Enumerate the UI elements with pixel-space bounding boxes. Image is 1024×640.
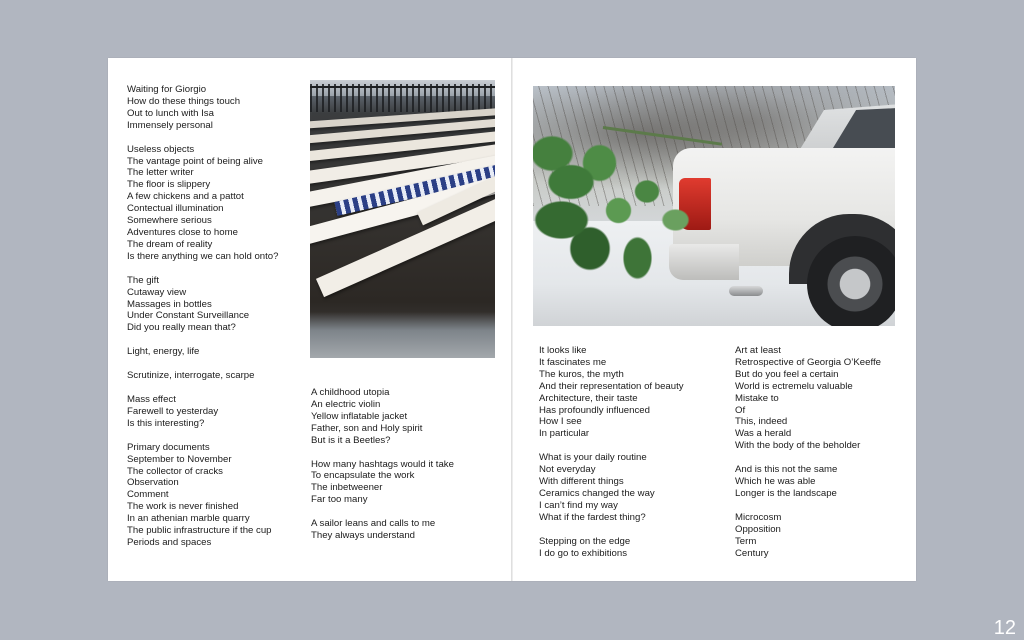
poem-line: The work is never finished — [127, 501, 239, 513]
poem-line: To encapsulate the work — [311, 470, 415, 482]
poem-line: Under Constant Surveillance — [127, 310, 250, 322]
poem-line: Comment — [127, 489, 169, 501]
poem-line: In an athenian marble quarry — [127, 513, 250, 525]
poem-line: Waiting for Giorgio — [127, 84, 207, 95]
poem-line: Not everyday — [539, 464, 596, 476]
photo-snow-ground — [310, 312, 495, 358]
poem-line: The letter writer — [127, 167, 194, 179]
poem-line: Century — [735, 547, 769, 559]
poem-line: A sailor leans and calls to me — [311, 518, 436, 530]
poem-line: The inbetweener — [311, 482, 383, 494]
poem-stanza — [127, 394, 278, 430]
poem-stanza — [127, 144, 278, 263]
poem-line: Primary documents — [127, 441, 210, 453]
poem-line: And is this not the same — [735, 464, 838, 476]
poem-line: Of — [735, 404, 746, 416]
poem-line: Opposition — [735, 523, 781, 535]
poem-line: Far too many — [311, 494, 368, 506]
poem-stanza — [127, 370, 278, 382]
poem-line: How many hashtags would it take — [311, 458, 454, 470]
poem-stanza — [539, 452, 684, 523]
poem-stanza — [311, 459, 454, 507]
poem-line: Ceramics changed the way — [539, 487, 655, 499]
poem-line: Is there anything we can hold onto? — [127, 250, 279, 262]
poem-line: The vantage point of being alive — [127, 155, 264, 167]
photo-truck-wheel — [807, 236, 895, 326]
poem-line: I can’t find my way — [539, 499, 618, 511]
poem-line: Somewhere serious — [127, 215, 212, 227]
page-number: 12 — [993, 617, 1016, 639]
poem-line: Mass effect — [127, 394, 176, 406]
poem-line: The gift — [127, 274, 159, 286]
photo-leaves — [533, 106, 723, 296]
poem-line: The collector of cracks — [127, 465, 223, 477]
poem-line: And their representation of beauty — [539, 380, 684, 392]
left-page-text-column-1 — [127, 84, 278, 561]
poem-stanza — [539, 536, 684, 560]
poem-stanza — [127, 84, 278, 132]
poem-line: A childhood utopia — [311, 387, 390, 398]
poem-line: With the body of the beholder — [735, 440, 861, 452]
poem-stanza — [127, 442, 278, 549]
poem-line: What if the fardest thing? — [539, 511, 646, 523]
poem-line: Observation — [127, 477, 179, 489]
poem-line: Has profoundly influenced — [539, 404, 650, 416]
poem-stanza — [735, 464, 881, 500]
poem-line: September to November — [127, 453, 232, 465]
poem-line: It looks like — [539, 345, 587, 356]
poem-line: Scrutinize, interrogate, scarpe — [127, 370, 255, 382]
poem-line: An electric violin — [311, 398, 381, 410]
poem-stanza — [735, 345, 881, 452]
left-page — [108, 58, 511, 581]
poem-line: The public infrastructure if the cup — [127, 525, 272, 537]
poem-line: Retrospective of Georgia O’Keeffe — [735, 356, 881, 368]
right-page — [513, 58, 916, 581]
poem-line: Architecture, their taste — [539, 392, 638, 404]
photo-white-truck-with-branch — [533, 86, 895, 326]
poem-line: With different things — [539, 476, 624, 488]
poem-line: The kuros, the myth — [539, 368, 624, 380]
book-spread — [108, 58, 916, 581]
left-page-text-column-2 — [311, 387, 454, 554]
poem-stanza — [127, 275, 278, 335]
poem-line: Stepping on the edge — [539, 535, 631, 547]
poem-stanza — [311, 387, 454, 447]
poem-stanza — [311, 518, 454, 542]
poem-line: Periods and spaces — [127, 537, 212, 548]
poem-line: A few chickens and a pattot — [127, 191, 244, 203]
poem-line: Art at least — [735, 345, 781, 356]
poem-line: Light, energy, life — [127, 346, 200, 358]
poem-line: Cutaway view — [127, 286, 187, 298]
poem-line: Yellow inflatable jacket — [311, 410, 408, 422]
poem-line: Immensely personal — [127, 119, 213, 131]
poem-line: Out to lunch with Isa — [127, 107, 214, 119]
poem-line: This, indeed — [735, 416, 788, 428]
right-page-text-column-2 — [735, 345, 881, 572]
right-page-text-column-1 — [539, 345, 684, 572]
poem-line: They always understand — [311, 530, 415, 542]
photo-truck-exhaust — [729, 286, 763, 296]
poem-line: Did you really mean that? — [127, 322, 236, 334]
poem-stanza — [735, 512, 881, 560]
photo-painted-boards-on-snow — [310, 80, 495, 358]
poem-line: Microcosm — [735, 511, 782, 523]
poem-line: Was a herald — [735, 428, 792, 440]
poem-line: But do you feel a certain — [735, 368, 839, 380]
poem-line: It fascinates me — [539, 356, 607, 368]
photo-fence-rail — [310, 86, 495, 88]
poem-line: Massages in bottles — [127, 298, 212, 310]
poem-stanza — [539, 345, 684, 440]
poem-line: Which he was able — [735, 476, 816, 488]
poem-line: In particular — [539, 428, 590, 440]
poem-line: Adventures close to home — [127, 226, 238, 238]
poem-line: I do go to exhibitions — [539, 547, 628, 559]
poem-line: Father, son and Holy spirit — [311, 422, 423, 434]
poem-line: How do these things touch — [127, 95, 241, 107]
poem-line: The floor is slippery — [127, 179, 211, 191]
poem-line: The dream of reality — [127, 238, 213, 250]
poem-line: Mistake to — [735, 392, 779, 404]
poem-line: Useless objects — [127, 143, 195, 155]
poem-line: But is it a Beetles? — [311, 434, 391, 446]
photo-fence — [310, 84, 495, 112]
poem-line: How I see — [539, 416, 582, 428]
poem-line: Term — [735, 535, 757, 547]
poem-stanza — [127, 346, 278, 358]
poem-line: Farewell to yesterday — [127, 405, 219, 417]
poem-line: Is this interesting? — [127, 417, 205, 429]
poem-line: World is ectremelu valuable — [735, 380, 853, 392]
poem-line: What is your daily routine — [539, 452, 647, 464]
poem-line: Contectual illumination — [127, 203, 224, 215]
poem-line: Longer is the landscape — [735, 487, 837, 499]
